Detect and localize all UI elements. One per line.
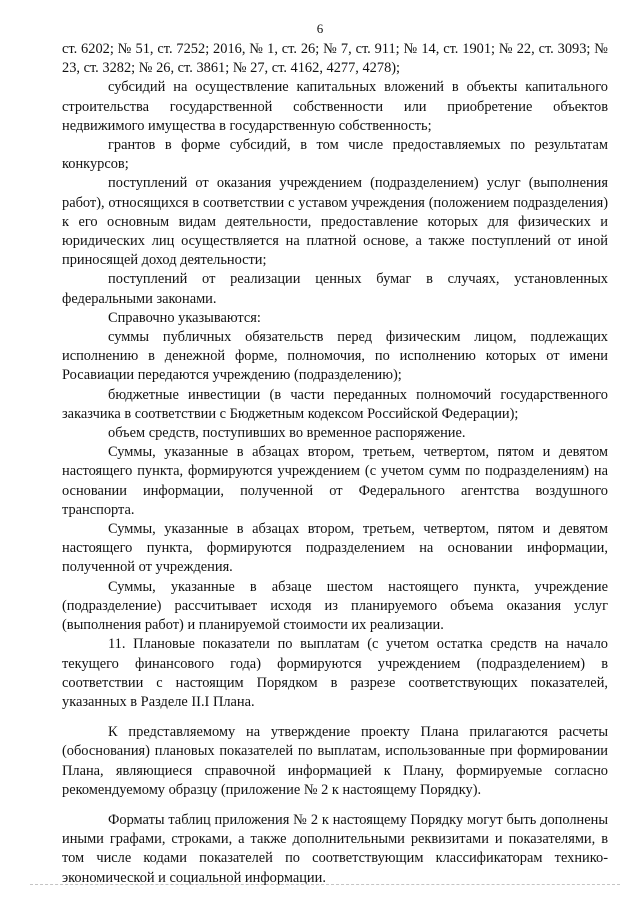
paragraph-budget-investments: бюджетные инвестиции (в части переданных полномочий государственного заказчика в соответствии с Бюджетным кодексом Российской Федерации); <box>62 386 608 422</box>
paragraph-legal-citation-continuation: ст. 6202; № 51, ст. 7252; 2016, № 1, ст. 26; № 7, ст. 911; № 14, ст. 1901; № 22, ст. 3093; № 23, ст. 3282; № 26, ст. 3861; № 27, ст. 4162, 4277, 4278); <box>62 41 608 77</box>
paragraph-sums-calculated: Суммы, указанные в абзаце шестом настоящего пункта, учреждение (подразделение) рассчитывает исходя из планируемого объема оказания услуг (выполнения работ) и планируемой стоимости их реализации. <box>62 578 608 634</box>
paragraph-section-11-planned-payments: 11. Плановые показатели по выплатам (с учетом остатка средств на начало текущего финансового года) формируются учреждением (подразделением) в соответствии с настоящим Порядком в разрезе соответствующих показателей, указанных в Разделе II.I Плана. <box>62 636 608 710</box>
document-body <box>62 40 608 888</box>
paragraph-table-formats: Форматы таблиц приложения № 2 к настоящему Порядку могут быть дополнены иными графами, строками, а также дополнительными реквизитами и показателями, в том числе кодами показателей по соответствующим классификаторам технико-экономической и социальной информации. <box>62 811 608 886</box>
paragraph-sums-formed-by-subdivision: Суммы, указанные в абзацах втором, третьем, четвертом, пятом и девятом настоящего пункта, формируются подразделением на основании информации, полученной от учреждения. <box>62 521 608 576</box>
paragraph-public-obligations: суммы публичных обязательств перед физическим лицом, подлежащих исполнению в денежной форме, полномочия, по исполнению которых от имени Росавиации передаются учреждению (подразделению); <box>62 329 608 384</box>
paragraph-sums-formed-by-institution: Суммы, указанные в абзацах втором, третьем, четвертом, пятом и девятом настоящего пункта, формируются учреждением (с учетом сумм по подразделениям) на основании информации, полученной от Федерального агентства воздушного транспорта. <box>62 444 608 518</box>
paragraph-plan-attachments: К представляемому на утверждение проекту Плана прилагаются расчеты (обоснования) плановых показателей по выплатам, использованные при формировании Плана, являющиеся справочной информацией к Плану, формируемые согласно рекомендуемому образцу (приложение № 2 к настоящему Порядку). <box>62 724 608 798</box>
paragraph-temporary-funds: объем средств, поступивших во временное распоряжение. <box>108 425 466 442</box>
paragraph-reference-heading: Справочно указываются: <box>108 309 261 326</box>
paragraph-capital-investment-subsidies: субсидий на осуществление капитальных вложений в объекты капитального строительства государственной собственности или приобретение объектов недвижимого имущества в государственную собственность; <box>62 79 608 134</box>
paragraph-grants: грантов в форме субсидий, в том числе предоставляемых по результатам конкурсов; <box>62 137 608 173</box>
paragraph-securities-income: поступлений от реализации ценных бумаг в случаях, установленных федеральными законами. <box>62 271 608 307</box>
paragraph-paid-services-income: поступлений от оказания учреждением (подразделением) услуг (выполнения работ), относящихся в соответствии с уставом учреждения (положением подразделения) к его основным видам деятельности, предоставление которых для физических и юридических лиц осуществляется на платной основе, а также поступлений от иной приносящей доход деятельности; <box>62 175 608 269</box>
scan-edge-artifact <box>30 884 620 885</box>
page-number: 6 <box>316 21 324 36</box>
